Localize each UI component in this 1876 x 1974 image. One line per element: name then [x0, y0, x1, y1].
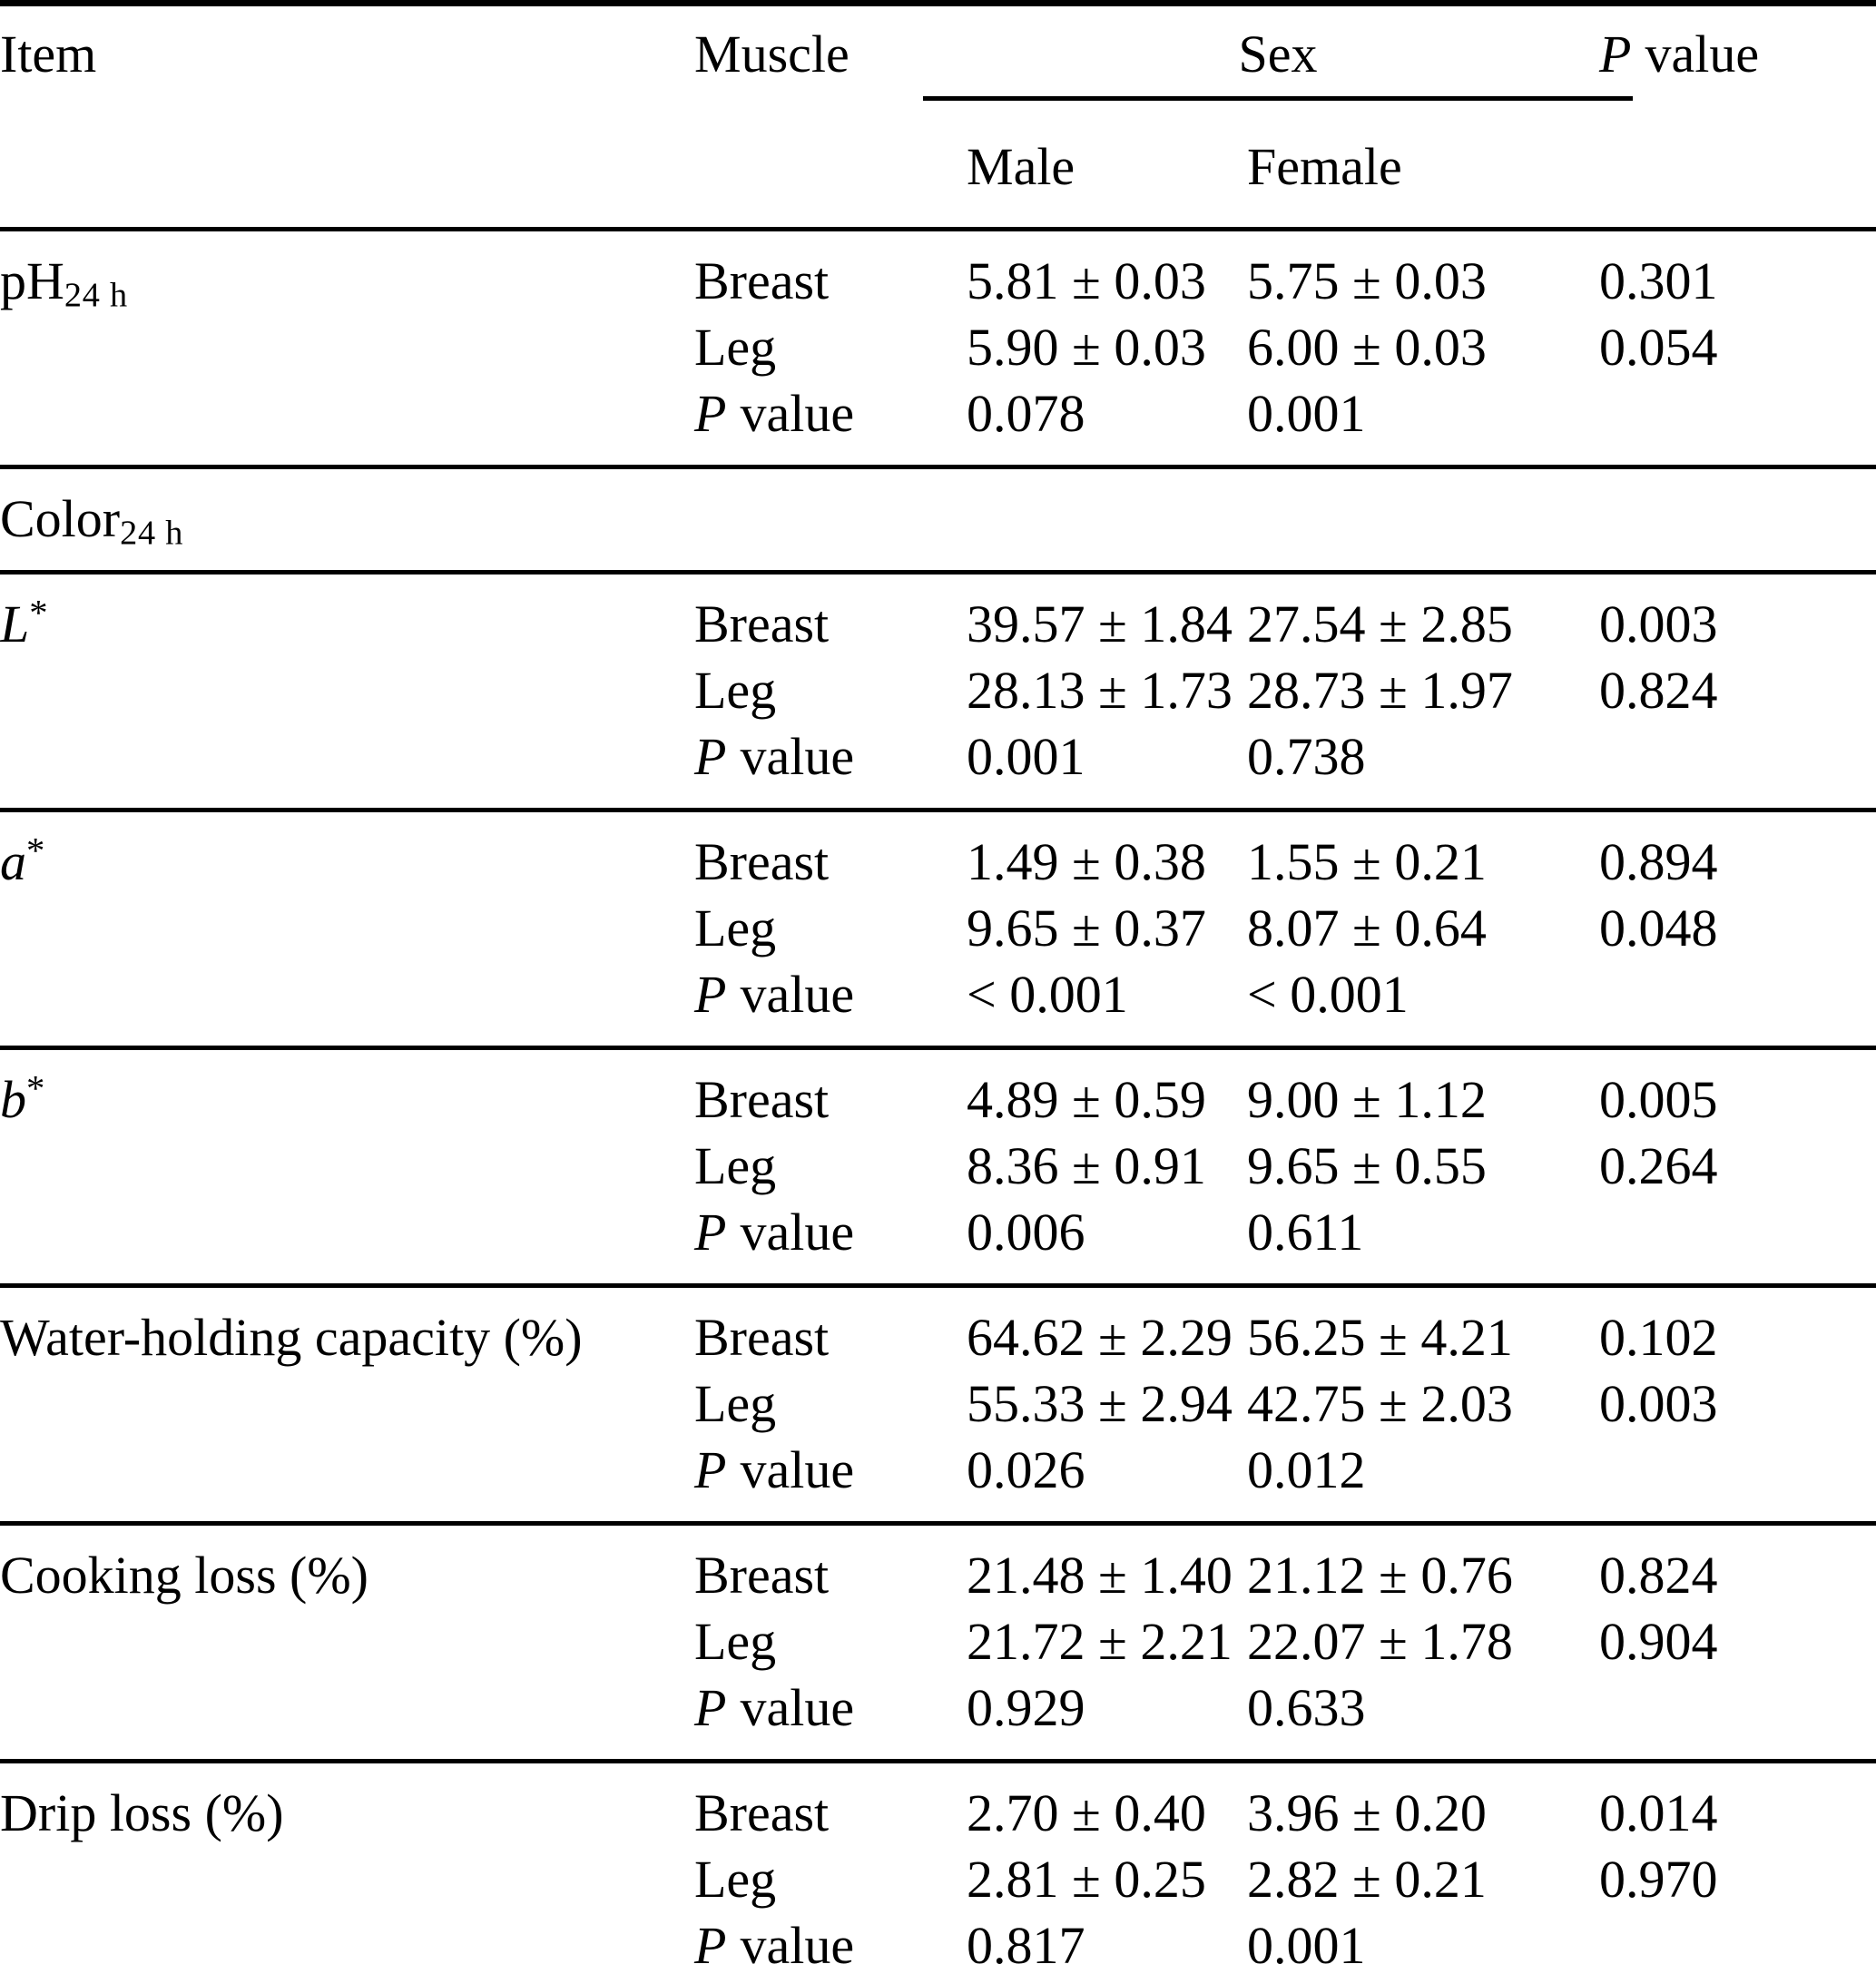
male-value: 1.49 ± 0.38: [967, 810, 1247, 896]
col-header-muscle: Muscle: [694, 25, 850, 83]
pvalue-cell: 0.904: [1599, 1612, 1718, 1671]
male-pvalue: 0.929: [967, 1678, 1085, 1737]
muscle-cell: Breast: [694, 810, 967, 896]
male-pvalue: 0.006: [967, 1203, 1085, 1262]
muscle-cell: Leg: [694, 1850, 777, 1909]
section-whc: [0, 1286, 1876, 1524]
row-breast: [0, 573, 1876, 658]
pvalue-cell: 0.003: [1599, 573, 1876, 658]
female-value: 21.12 ± 0.76: [1247, 1524, 1599, 1609]
muscle-cell: Breast: [694, 251, 830, 310]
female-value: 9.00 ± 1.12: [1247, 1048, 1599, 1134]
pvalue-row-label: P value: [694, 1203, 855, 1262]
header-row-2: [0, 121, 1876, 230]
row-leg: [0, 1608, 1876, 1674]
female-pvalue: 0.001: [1247, 384, 1366, 443]
item-subscript: 24 h: [120, 514, 184, 553]
row-breast: [0, 1048, 1876, 1134]
col-header-sex: [967, 4, 1599, 122]
col-header-item: Item: [0, 25, 97, 83]
section-astar: [0, 810, 1876, 1048]
muscle-cell: Breast: [694, 1524, 967, 1609]
pvalue-row-label: P value: [694, 1440, 855, 1499]
row-section-header: [0, 467, 1876, 573]
section-lstar: [0, 573, 1876, 810]
row-pvalue: [0, 961, 1876, 1048]
item-subscript: 24 h: [64, 276, 128, 315]
header-row-1: [0, 4, 1876, 122]
pvalue-cell: 0.048: [1599, 899, 1718, 958]
male-pvalue: 0.001: [967, 727, 1085, 786]
male-pvalue: 0.078: [967, 384, 1085, 443]
male-value: 5.90 ± 0.03: [967, 318, 1206, 377]
row-leg: [0, 1846, 1876, 1912]
row-leg: [0, 314, 1876, 380]
female-pvalue: 0.012: [1247, 1440, 1366, 1499]
pvalue-cell: 0.970: [1599, 1850, 1718, 1909]
male-value: 55.33 ± 2.94: [967, 1374, 1233, 1433]
row-breast: [0, 1524, 1876, 1609]
female-value: 56.25 ± 4.21: [1247, 1286, 1599, 1371]
row-leg: [0, 657, 1876, 723]
male-value: 8.36 ± 0.91: [967, 1136, 1206, 1195]
row-breast: [0, 1286, 1876, 1371]
pvalue-row-label: P value: [694, 727, 855, 786]
pvalue-row-label: P value: [694, 1916, 855, 1974]
male-value: 4.89 ± 0.59: [967, 1048, 1247, 1134]
muscle-cell: Leg: [694, 661, 777, 720]
row-pvalue: [0, 1674, 1876, 1762]
row-pvalue: [0, 1199, 1876, 1286]
section-color24h: [0, 467, 1876, 573]
male-value: 5.81 ± 0.03: [967, 251, 1206, 310]
section-drip-loss: [0, 1762, 1876, 1974]
col-header-pvalue: P value: [1599, 25, 1760, 83]
row-pvalue: [0, 1437, 1876, 1524]
male-value: 64.62 ± 2.29: [967, 1286, 1247, 1371]
muscle-cell: Breast: [694, 1286, 967, 1371]
pvalue-row-label: P value: [694, 965, 855, 1024]
item-label: b*: [0, 1048, 694, 1134]
muscle-cell: Leg: [694, 1374, 777, 1433]
section-cooking-loss: [0, 1524, 1876, 1762]
male-pvalue: 0.026: [967, 1440, 1085, 1499]
row-pvalue: [0, 1912, 1876, 1974]
muscle-cell: Leg: [694, 899, 777, 958]
col-header-female: Female: [1247, 121, 1599, 230]
table-header: [0, 4, 1876, 230]
pvalue-cell: 0.005: [1599, 1048, 1876, 1134]
muscle-cell: Leg: [694, 1136, 777, 1195]
female-value: 28.73 ± 1.97: [1247, 661, 1513, 720]
female-pvalue: 0.001: [1247, 1916, 1366, 1974]
item-label: a*: [0, 810, 694, 896]
pvalue-cell: 0.054: [1599, 318, 1718, 377]
female-pvalue: 0.611: [1247, 1203, 1364, 1262]
male-value: 21.72 ± 2.21: [967, 1612, 1233, 1671]
male-value: 21.48 ± 1.40: [967, 1524, 1247, 1609]
male-pvalue: 0.817: [967, 1916, 1085, 1974]
female-pvalue: < 0.001: [1247, 965, 1409, 1024]
male-value: 2.70 ± 0.40: [967, 1762, 1247, 1847]
row-breast: [0, 230, 1876, 315]
muscle-cell: Breast: [694, 1048, 967, 1134]
male-value: 9.65 ± 0.37: [967, 899, 1206, 958]
male-value: 2.81 ± 0.25: [967, 1850, 1206, 1909]
item-label: Drip loss (%): [0, 1762, 694, 1847]
row-pvalue: [0, 380, 1876, 467]
pvalue-cell: 0.264: [1599, 1136, 1718, 1195]
pvalue-cell: 0.003: [1599, 1374, 1718, 1433]
female-value: 22.07 ± 1.78: [1247, 1612, 1513, 1671]
female-value: 27.54 ± 2.85: [1247, 573, 1599, 658]
pvalue-cell: 0.102: [1599, 1286, 1876, 1371]
muscle-cell: Breast: [694, 1762, 967, 1847]
item-superscript: *: [26, 830, 45, 871]
row-leg: [0, 1133, 1876, 1199]
pvalue-cell: 0.894: [1599, 810, 1876, 896]
female-pvalue: 0.633: [1247, 1678, 1366, 1737]
row-breast: [0, 810, 1876, 896]
section-ph24h: [0, 230, 1876, 467]
female-value: 5.75 ± 0.03: [1247, 251, 1487, 310]
item-label: Color$_{24 h}$: [0, 467, 1876, 573]
row-leg: [0, 895, 1876, 961]
female-pvalue: 0.738: [1247, 727, 1366, 786]
muscle-cell: Breast: [694, 573, 967, 658]
row-leg: [0, 1370, 1876, 1437]
item-label: Cooking loss (%): [0, 1524, 694, 1609]
female-value: 1.55 ± 0.21: [1247, 810, 1599, 896]
item-label: Water-holding capacity (%): [0, 1286, 694, 1371]
col-header-male: Male: [967, 121, 1247, 230]
pvalue-row-label: P value: [694, 384, 855, 443]
male-value: 28.13 ± 1.73: [967, 661, 1233, 720]
muscle-cell: Leg: [694, 318, 777, 377]
pvalue-cell: 0.014: [1599, 1762, 1876, 1847]
pvalue-cell: 0.824: [1599, 661, 1718, 720]
female-value: 3.96 ± 0.20: [1247, 1762, 1599, 1847]
pvalue-cell: 0.824: [1599, 1524, 1876, 1609]
pvalue-row-label: P value: [694, 1678, 855, 1737]
sex-group-underline: Sex: [923, 21, 1633, 101]
female-value: 2.82 ± 0.21: [1247, 1850, 1487, 1909]
male-pvalue: < 0.001: [967, 965, 1128, 1024]
row-breast: [0, 1762, 1876, 1847]
item-superscript: *: [29, 592, 48, 633]
female-value: 9.65 ± 0.55: [1247, 1136, 1487, 1195]
row-pvalue: [0, 723, 1876, 810]
male-value: 39.57 ± 1.84: [967, 573, 1247, 658]
item-label: L*: [0, 573, 694, 658]
section-bstar: [0, 1048, 1876, 1286]
female-value: 8.07 ± 0.64: [1247, 899, 1487, 958]
pvalue-cell: 0.301: [1599, 251, 1718, 310]
female-value: 6.00 ± 0.03: [1247, 318, 1487, 377]
muscle-cell: Leg: [694, 1612, 777, 1671]
item-superscript: *: [26, 1067, 45, 1109]
item-label: $pH_{24 h}$: [0, 251, 128, 315]
female-value: 42.75 ± 2.03: [1247, 1374, 1513, 1433]
